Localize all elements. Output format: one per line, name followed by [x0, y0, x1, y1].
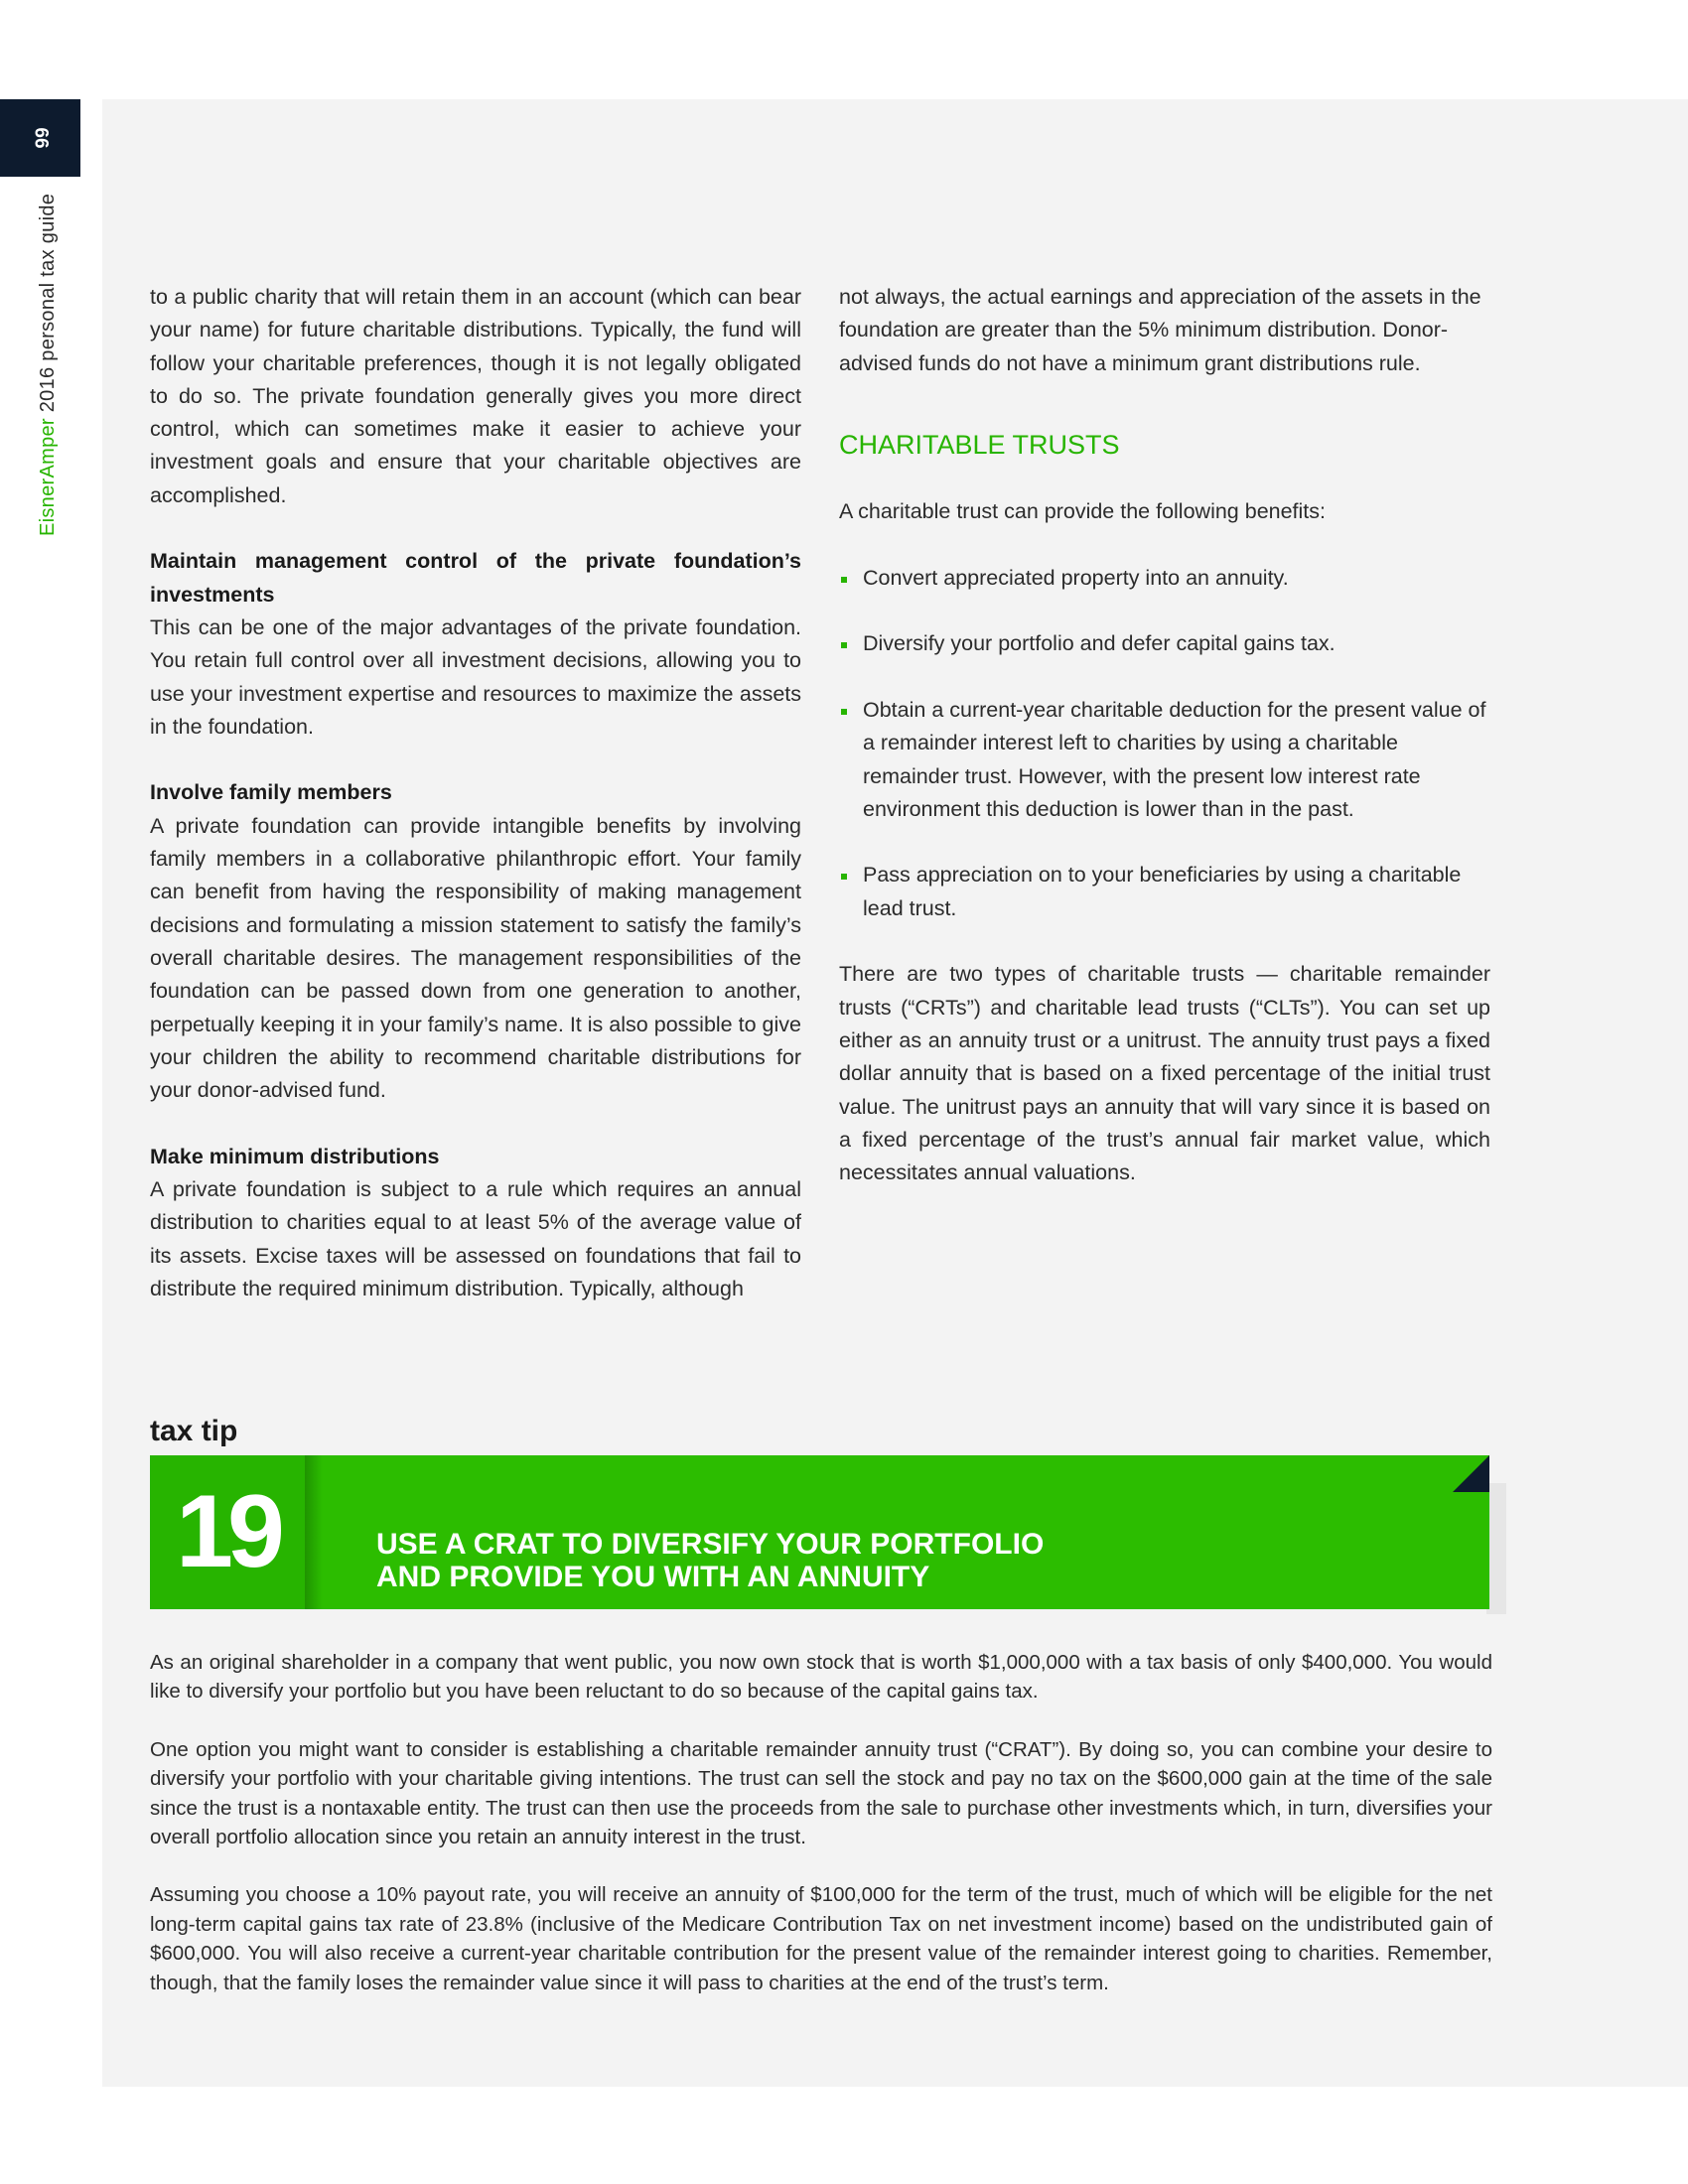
- tip-paragraph: Assuming you choose a 10% payout rate, you will receive an annuity of $100,000 for the term of the trust, much of which will be eligible for the net long-term capital gains tax rate of 23.8% (inclusive of the Medicare Contribution Tax on net investment income) based on the undistributed gain of $600,000. You will also receive a current-year charitable contribution for the present value of the remainder interest going to charities. Remember, though, that the family loses the remainder value since it will pass to charities at the end of the trust’s term.: [150, 1883, 1492, 1994]
- section-heading: Make minimum distributions: [150, 1144, 440, 1168]
- right-column: [839, 281, 1490, 1189]
- corner-fold-icon: [1453, 1455, 1489, 1492]
- bullet-item: Pass appreciation on to your beneficiaries by using a charitable lead trust.: [839, 859, 1490, 925]
- bullet-icon: [841, 642, 847, 648]
- guide-title: 2016 personal tax guide: [37, 193, 59, 419]
- section-heading: Maintain management control of the private foundation’s investments: [150, 549, 801, 607]
- section-body: A private foundation is subject to a rule which requires an annual distribution to charities equal to at least 5% of the average value of its assets. Excise taxes will be assessed on foundations that fail to distribute the required minimum distribution. Typically, although: [150, 1177, 801, 1300]
- bullet-item: Obtain a current-year charitable deduction for the present value of a remainder interest left to charities by using a charitable remainder trust. However, with the present low interest rate environment this deduction is lower than in the past.: [839, 694, 1490, 826]
- intro-paragraph: to a public charity that will retain them in an account (which can bear your name) for future charitable distributions. Typically, the fund will follow your charitable preferences, though it is not legally obligated to do so. The private foundation generally gives you more direct control, which can sometimes make it easier to achieve your investment goals and ensure that your charitable objectives are accomplished.: [150, 285, 801, 507]
- closing-paragraph: There are two types of charitable trusts — charitable remainder trusts (“CRTs”) and charitable lead trusts (“CLTs”). You can set up either as an annuity trust or a unitrust. The annuity trust pays a fixed dollar annuity that is based on a fixed percentage of the initial trust value. The unitrust pays an annuity that will vary since it is based on a fixed percentage of the trust’s annual fair market value, which necessitates annual valuations.: [839, 962, 1490, 1185]
- lead-paragraph: A charitable trust can provide the following benefits:: [839, 499, 1327, 524]
- page-number-tab: [0, 99, 80, 177]
- left-column: [150, 281, 801, 1305]
- brand-name: EisnerAmper: [37, 418, 59, 536]
- bullet-item: Convert appreciated property into an annuity.: [839, 562, 1490, 595]
- bullet-icon: [841, 874, 847, 880]
- section-title: CHARITABLE TRUSTS: [839, 430, 1120, 461]
- section-heading: Involve family members: [150, 780, 392, 805]
- tax-tip-banner: [150, 1455, 1489, 1609]
- tax-tip-number: 19: [176, 1474, 279, 1589]
- tip-paragraph: One option you might want to consider is establishing a charitable remainder annuity trust (“CRAT”). By doing so, you can combine your desire to diversify your portfolio with your charitable giving intentions. The trust can sell the stock and pay no tax on the $600,000 gain at the time of the sale since the trust is a nontaxable entity. The trust can then use the proceeds from the sale to purchase other investments which, in turn, diversifies your overall portfolio allocation since you retain an annuity interest in the trust.: [150, 1737, 1492, 1849]
- tax-tip-body: [150, 1648, 1492, 2026]
- tax-tip-label: tax tip: [150, 1415, 238, 1447]
- bullet-item: Diversify your portfolio and defer capital gains tax.: [839, 627, 1490, 660]
- section-body: This can be one of the major advantages of the private foundation. You retain full control over all investment decisions, allowing you to use your investment expertise and resources to maximize the assets in the foundation.: [150, 614, 801, 739]
- tax-tip-title: USE A CRAT TO DIVERSIFY YOUR PORTFOLIO AND PROVIDE YOU WITH AN ANNUITY: [376, 1528, 1045, 1593]
- running-header: [37, 194, 60, 536]
- continuation-paragraph: not always, the actual earnings and appreciation of the assets in the foundation are greater than the 5% minimum distribution. Donor-advised funds do not have a minimum grant distributions rule.: [839, 285, 1481, 375]
- bullet-icon: [841, 709, 847, 715]
- bullet-icon: [841, 577, 847, 583]
- page-number: 66: [30, 127, 52, 149]
- section-body: A private foundation can provide intangible benefits by involving family members in a collaborative philanthropic effort. Your family can benefit from having the responsibility of making management decisions and formulating a mission statement to satisfy the family’s overall charitable desires. The management responsibilities of the foundation can be passed down from one generation to another, perpetually keeping it in your family’s name. It is also possible to give your children the ability to recommend charitable distributions for your donor-advised fund.: [150, 813, 801, 1103]
- tip-paragraph: As an original shareholder in a company that went public, you now own stock that is worth $1,000,000 with a tax basis of only $400,000. You would like to diversify your portfolio but you have been reluctant to do so because of the capital gains tax.: [150, 1651, 1492, 1704]
